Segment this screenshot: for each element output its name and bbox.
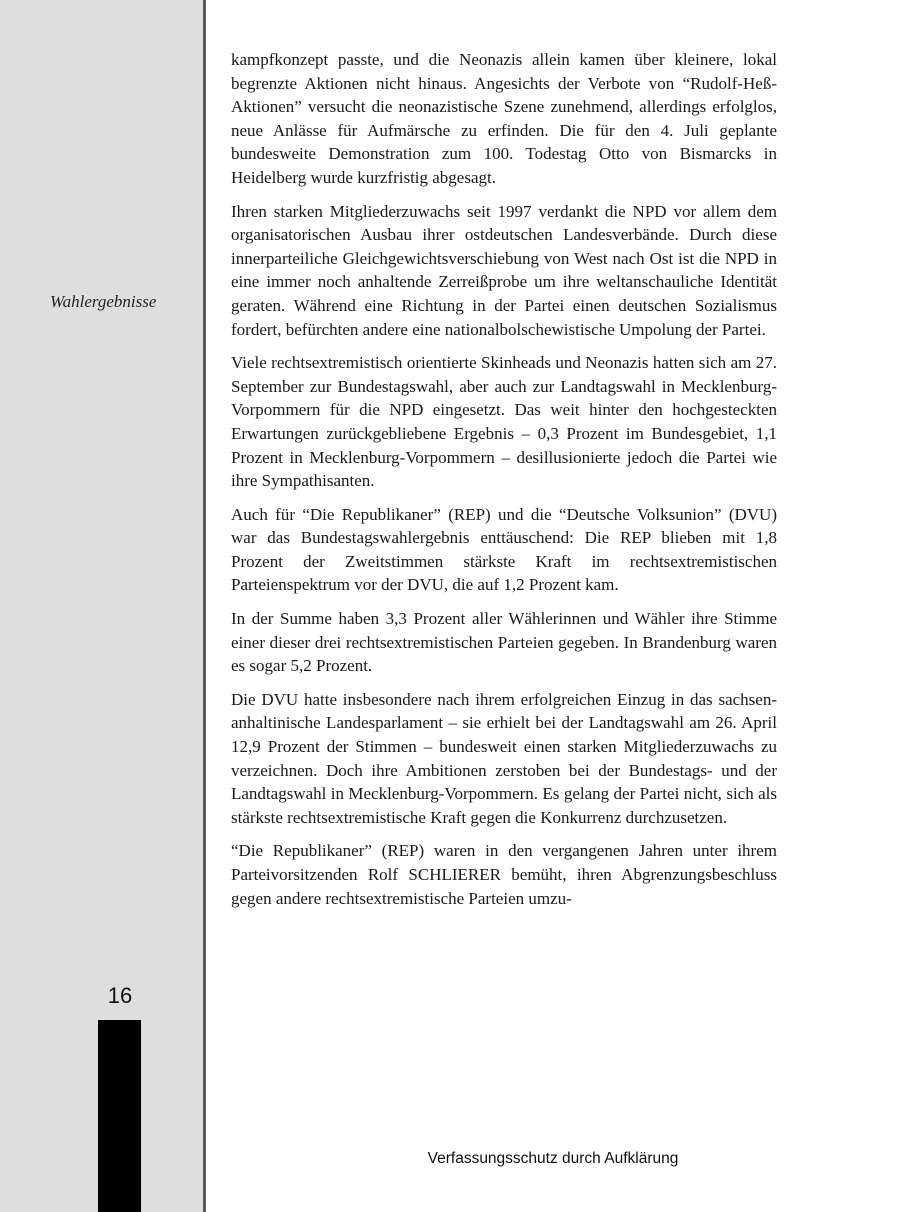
page-number: 16	[107, 983, 133, 1008]
page-thumb-tab	[98, 1020, 141, 1212]
margin-divider	[203, 0, 206, 1212]
margin-note-wahlergebnisse: Wahlergebnisse	[50, 292, 157, 311]
page-footer: Verfassungsschutz durch Aufklärung	[427, 1150, 679, 1167]
paragraph: kampfkonzept passte, und die Neonazis allein kamen über kleinere, lokal begrenzte Aktionen nicht hinaus. Angesichts der Verbote von “Rudolf-Heß-Aktionen” versucht die neonazistische Szene zunehmend, allerdings erfolglos, neue Anlässe für Aufmärsche zu erfinden. Die für den 4. Juli geplante bundesweite Demonstration zum 100. Todestag Otto von Bismarcks in Heidelberg wurde kurzfristig abgesagt.	[231, 50, 777, 187]
paragraph: Auch für “Die Republikaner” (REP) und die “Deutsche Volksunion” (DVU) war das Bundestagswahlergebnis enttäuschend: Die REP blieben mit 1,8 Prozent der Zweitstimmen stärkste Kraft im rechtsextremistischen Parteienspektrum vor der DVU, die auf 1,2 Prozent kam.	[231, 504, 777, 595]
paragraph: Viele rechtsextremistisch orientierte Skinheads und Neonazis hatten sich am 27. September zur Bundestagswahl, aber auch zur Landtagswahl in Mecklenburg-Vorpommern für die NPD eingesetzt. Das weit hinter den hochgesteckten Erwartungen zurückgebliebene Ergebnis – 0,3 Prozent im Bundesgebiet, 1,1 Prozent in Mecklenburg-Vorpommern – desillusionierte jedoch die Partei wie ihre Sympathisanten.	[231, 353, 777, 491]
body-text	[231, 48, 777, 920]
paragraph: Die DVU hatte insbesondere nach ihrem erfolgreichen Einzug in das sachsen-anhaltinische Landesparlament – sie erhielt bei der Landtagswahl am 26. April 12,9 Prozent der Stimmen – bundesweit einen starken Mitgliederzuwachs zu verzeichnen. Doch ihre Ambitionen zerstoben bei der Bundestags- und der Landtagswahl in Mecklenburg-Vorpommern. Es gelang der Partei nicht, sich als stärkste rechtsextremistische Kraft gegen die Konkurrenz durchzusetzen.	[231, 689, 777, 827]
paragraph: “Die Republikaner” (REP) waren in den vergangenen Jahren unter ihrem Parteivorsitzenden Rolf SCHLIERER bemüht, ihren Abgrenzungsbeschluss gegen andere rechtsextremistische Parteien umzu-	[231, 841, 777, 908]
paragraph: Ihren starken Mitgliederzuwachs seit 1997 verdankt die NPD vor allem dem organisatorischen Ausbau ihrer ostdeutschen Landesverbände. Durch diese innerparteiliche Gleichgewichtsverschiebung von West nach Ost ist die NPD in eine immer noch anhaltende Zerreißprobe um ihre weltanschauliche Identität geraten. Während eine Richtung in der Partei einen deutschen Sozialismus fordert, befürchten andere eine nationalbolschewistische Umpolung der Partei.	[231, 201, 777, 339]
paragraph: In der Summe haben 3,3 Prozent aller Wählerinnen und Wähler ihre Stimme einer dieser drei rechtsextremistischen Parteien gegeben. In Brandenburg waren es sogar 5,2 Prozent.	[231, 609, 777, 676]
